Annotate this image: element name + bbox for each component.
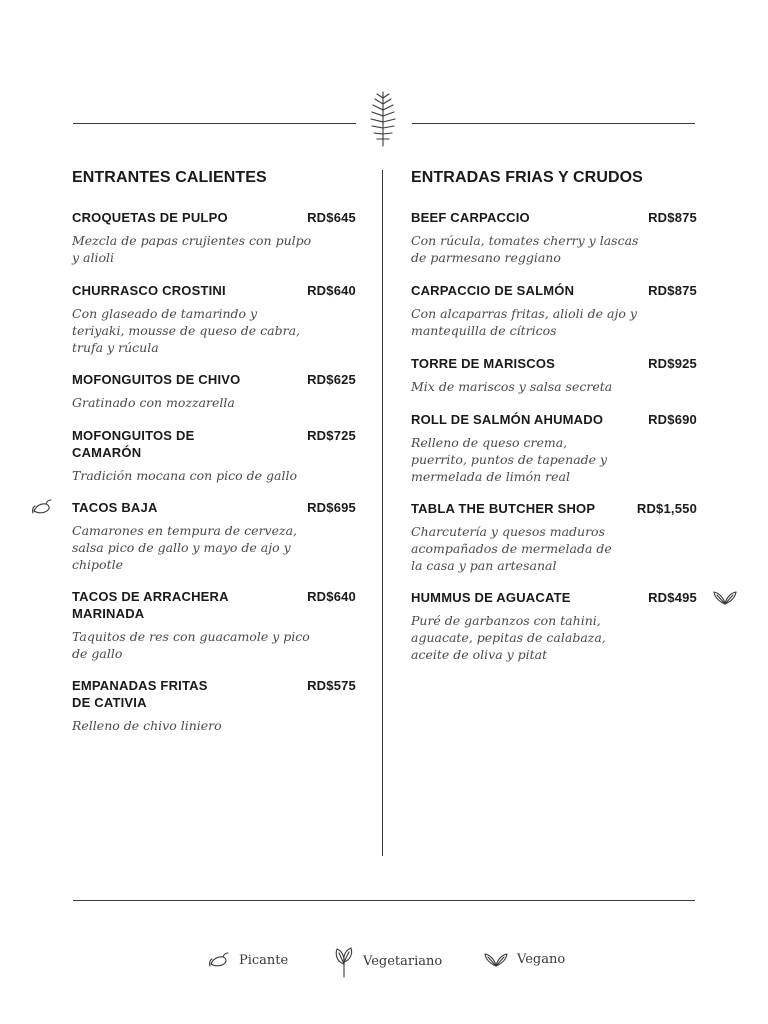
menu-item	[72, 371, 356, 411]
menu-item	[72, 209, 356, 266]
item-description: Puré de garbanzos con tahini, aguacate, pepitas de calabaza, aceite de oliva y pitat	[411, 613, 606, 662]
item-description: Relleno de chivo liniero	[72, 718, 222, 733]
item-price: RD$1,550	[636, 501, 697, 516]
item-description: Con glaseado de tamarindo y teriyaki, mousse de queso de cabra, trufa y rúcula	[72, 306, 301, 355]
item-price: RD$640	[307, 589, 356, 604]
item-description: Gratinado con mozzarella	[72, 395, 235, 410]
chili-pepper-icon	[30, 497, 54, 517]
menu-item	[72, 588, 356, 662]
cold-starters-section	[411, 167, 697, 662]
legend-label: Picante	[239, 952, 289, 968]
item-price: RD$575	[307, 678, 356, 693]
hot-starters-section	[72, 167, 356, 733]
item-price: RD$875	[648, 283, 697, 298]
item-price: RD$625	[307, 372, 356, 387]
chili-pepper-icon	[207, 950, 231, 970]
item-name: TORRE DE MARISCOS	[411, 356, 556, 371]
menu-item	[72, 677, 356, 734]
legend-vegan	[483, 949, 565, 969]
item-price: RD$725	[307, 428, 356, 443]
legend-label: Vegetariano	[363, 953, 443, 969]
column-divider	[382, 170, 383, 856]
vegan-leaves-icon	[713, 587, 737, 607]
item-price: RD$690	[648, 412, 697, 427]
top-rule-right	[412, 123, 695, 124]
item-description: Tradición mocana con pico de gallo	[72, 468, 298, 483]
section-title: ENTRADAS FRIAS Y CRUDOS	[411, 169, 643, 186]
menu-item	[72, 282, 356, 356]
item-description: Camarones en tempura de cerveza, salsa pico de gallo y mayo de ajo y chipotle	[72, 523, 298, 572]
item-description: Mezcla de papas crujientes con pulpo y alioli	[72, 233, 312, 265]
item-name: CHURRASCO CROSTINI	[72, 283, 226, 298]
section-title: ENTRANTES CALIENTES	[72, 169, 267, 186]
item-price: RD$925	[648, 356, 697, 371]
item-name: TACOS DE ARRACHERA MARINADA	[72, 589, 229, 621]
legend-vegetarian	[333, 944, 442, 978]
item-price: RD$695	[307, 500, 356, 515]
item-price: RD$875	[648, 210, 697, 225]
item-name: HUMMUS DE AGUACATE	[411, 590, 571, 605]
menu-item	[72, 427, 356, 484]
item-name: CROQUETAS DE PULPO	[72, 210, 228, 225]
item-name: ROLL DE SALMÓN AHUMADO	[411, 412, 604, 427]
menu-item	[411, 500, 697, 574]
menu-item	[72, 499, 356, 573]
item-description: Relleno de queso crema, puerrito, puntos de tapenade y mermelada de limón real	[411, 435, 608, 484]
item-name: BEEF CARPACCIO	[411, 210, 530, 225]
vegan-leaves-icon	[483, 949, 509, 969]
menu-item	[411, 282, 697, 339]
item-name: TACOS BAJA	[72, 500, 158, 515]
item-price: RD$645	[307, 210, 356, 225]
legend-spicy	[207, 950, 288, 970]
rosemary-sprig-icon	[366, 90, 400, 148]
item-description: Taquitos de res con guacamole y pico de gallo	[72, 629, 310, 661]
leaf-sprout-icon	[333, 944, 355, 978]
item-description: Mix de mariscos y salsa secreta	[411, 379, 613, 394]
menu-item	[411, 209, 697, 266]
legend-label: Vegano	[517, 951, 566, 967]
item-description: Con alcaparras fritas, alioli de ajo y mantequilla de cítricos	[411, 306, 637, 338]
item-description: Charcutería y quesos maduros acompañados de mermelada de la casa y pan artesanal	[411, 524, 612, 573]
item-name: CARPACCIO DE SALMÓN	[411, 283, 575, 298]
dietary-legend	[0, 944, 768, 980]
item-name: EMPANADAS FRITAS DE CATIVIA	[72, 678, 208, 710]
item-price: RD$495	[648, 590, 697, 605]
item-name: TABLA THE BUTCHER SHOP	[411, 501, 596, 516]
item-price: RD$640	[307, 283, 356, 298]
menu-item	[411, 589, 697, 663]
menu-item	[411, 411, 697, 485]
item-name: MOFONGUITOS DE CHIVO	[72, 372, 241, 387]
item-description: Con rúcula, tomates cherry y lascas de parmesano reggiano	[411, 233, 639, 265]
menu-item	[411, 355, 697, 395]
item-name: MOFONGUITOS DE CAMARÓN	[72, 428, 195, 460]
top-rule-left	[73, 123, 356, 124]
bottom-rule	[73, 900, 695, 901]
